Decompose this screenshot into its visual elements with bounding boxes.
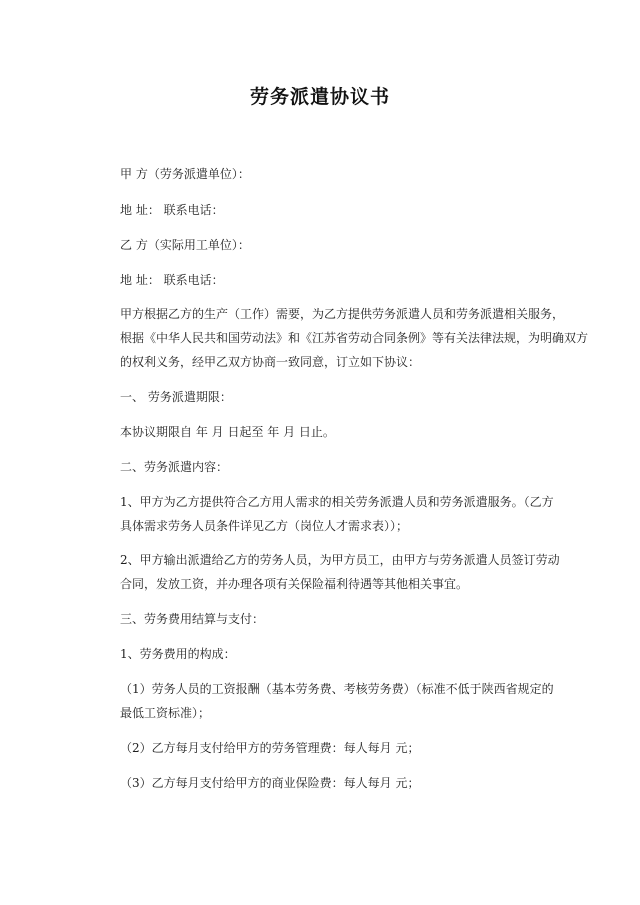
section-1-term: 本协议期限自 年 月 日起至 年 月 日止。 [120, 425, 335, 439]
section-2-item-1-line-2: 具体需求劳务人员条件详见乙方（岗位人才需求表））； [120, 519, 409, 533]
section-3-item-1: 1、劳务费用的构成： [120, 647, 236, 661]
section-3-sub-1-line-1: （1）劳务人员的工资报酬（基本劳务费、考核劳务费）（标准不低于陕西省规定的 [120, 682, 554, 696]
section-2-item-2-line-2: 合同，发放工资，并办理各项有关保险福利待遇等其他相关事宜。 [120, 577, 469, 591]
section-1-heading: 一、 劳务派遣期限： [120, 390, 232, 404]
section-2-item-2-line-1: 2、甲方输出派遣给乙方的劳务人员，为甲方员工，由甲方与劳务派遣人员签订劳动 [120, 553, 560, 567]
party-a-address-line: 地 址： 联系电话： [120, 203, 224, 217]
section-3-heading: 三、劳务费用结算与支付： [120, 612, 265, 626]
preamble-line-1: 甲方根据乙方的生产（工作）需要，为乙方提供劳务派遣人员和劳务派遣相关服务， [120, 307, 565, 321]
preamble-line-3: 的权利义务，经甲乙双方协商一致同意，订立如下协议： [120, 355, 421, 369]
section-2-heading: 二、劳务派遣内容： [120, 460, 229, 474]
party-a-line: 甲 方（劳务派遣单位）： [120, 167, 250, 181]
preamble-line-2: 根据《中华人民共和国劳动法》和《江苏省劳动合同条例》等有关法律法规，为明确双方 [120, 331, 589, 345]
party-b-line: 乙 方（实际用工单位）： [120, 238, 250, 252]
section-2-item-1-line-1: 1、甲方为乙方提供符合乙方用人需求的相关劳务派遣人员和劳务派遣服务。（乙方 [120, 495, 554, 509]
section-3-sub-3: （3）乙方每月支付给甲方的商业保险费：每人每月 元； [120, 776, 420, 790]
section-3-sub-1-line-2: 最低工资标准）； [120, 706, 211, 720]
party-b-address-line: 地 址： 联系电话： [120, 273, 224, 287]
section-3-sub-2: （2）乙方每月支付给甲方的劳务管理费：每人每月 元； [120, 741, 420, 755]
document-title: 劳务派遣协议书 [249, 86, 390, 108]
